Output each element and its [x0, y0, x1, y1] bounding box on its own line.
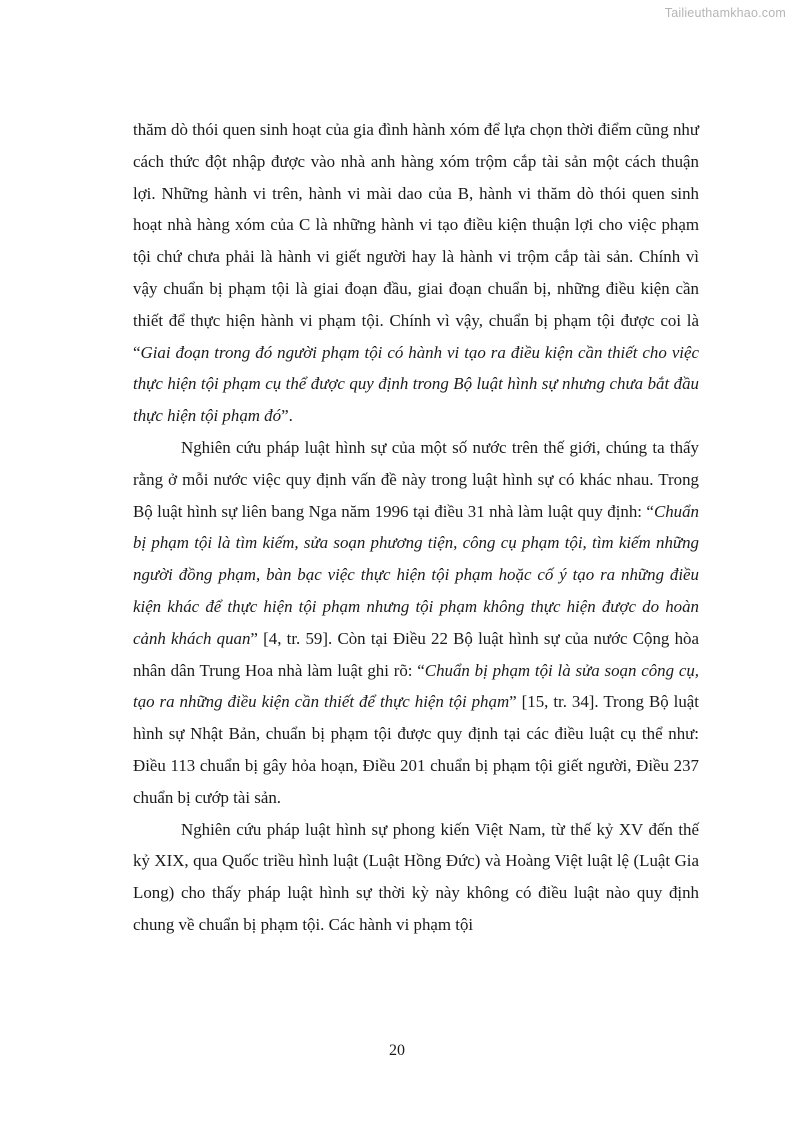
page-body [133, 114, 699, 941]
paragraph [133, 114, 699, 432]
text-run: thăm dò thói quen sinh hoạt của gia đình hành xóm để lựa chọn thời điểm cũng như cách thức đột nhập được vào nhà anh hàng xóm trộm cắp tài sản một cách thuận lợi. Những hành vi trên, hành vi mài dao của B, hành vi thăm dò thói quen sinh hoạt nhà hàng xóm của C là những hành vi tạo điều kiện thuận lợi cho việc phạm tội chứ chưa phải là hành vi giết người hay là hành vi trộm cắp tài sản. Chính vì vậy chuẩn bị phạm tội là giai đoạn đầu, giai đoạn chuẩn bị, những điều kiện cần thiết để thực hiện hành vi phạm tội. Chính vì vậy, chuẩn bị phạm tội được coi là “ [133, 120, 699, 362]
paragraph [133, 432, 699, 814]
page-number: 20 [389, 1042, 405, 1059]
text-run: ”. [281, 406, 293, 426]
italic-quote: Chuẩn bị phạm tội là sửa soạn công cụ, tạo ra những điều kiện cần thiết để thực hiện tội phạm [133, 660, 699, 712]
text-run: ” [4, tr. 59]. Còn tại Điều 22 Bộ luật hình sự của nước Cộng hòa nhân dân Trung Hoa nhà làm luật ghi rõ: “ [133, 628, 699, 680]
paragraph [133, 814, 699, 941]
text-run: Nghiên cứu pháp luật hình sự của một số nước trên thế giới, chúng ta thấy rằng ở mỗi nước việc quy định vấn đề này trong luật hình sự có khác nhau. Trong Bộ luật hình sự liên bang Nga năm 1996 tại điều 31 nhà làm luật quy định: “ [133, 437, 699, 521]
italic-quote: Giai đoạn trong đó người phạm tội có hành vi tạo ra điều kiện cần thiết cho việc thực hiện tội phạm cụ thể được quy định trong Bộ luật hình sự nhưng chưa bắt đầu thực hiện tội phạm đó [133, 342, 699, 426]
italic-quote: Chuẩn bị phạm tội là tìm kiếm, sửa soạn phương tiện, công cụ phạm tội, tìm kiếm những người đồng phạm, bàn bạc việc thực hiện tội phạm hoặc cố ý tạo ra những điều kiện khác để thực hiện tội phạm nhưng tội phạm không thực hiện được do hoàn cảnh khách quan [133, 501, 699, 648]
watermark-text: Tailieuthamkhao.com [664, 6, 786, 20]
text-run: ” [15, tr. 34]. Trong Bộ luật hình sự Nhật Bản, chuẩn bị phạm tội được quy định tại các điều luật cụ thể như: Điều 113 chuẩn bị gây hỏa hoạn, Điều 201 chuẩn bị phạm tội giết người, Điều 237 chuẩn bị cướp tài sản. [133, 692, 699, 807]
text-run: Nghiên cứu pháp luật hình sự phong kiến Việt Nam, từ thế kỷ XV đến thế kỷ XIX, qua Quốc triều hình luật (Luật Hồng Đức) và Hoàng Việt luật lệ (Luật Gia Long) cho thấy pháp luật hình sự thời kỳ này không có điều luật nào quy định chung về chuẩn bị phạm tội. Các hành vi phạm tội [133, 819, 699, 934]
